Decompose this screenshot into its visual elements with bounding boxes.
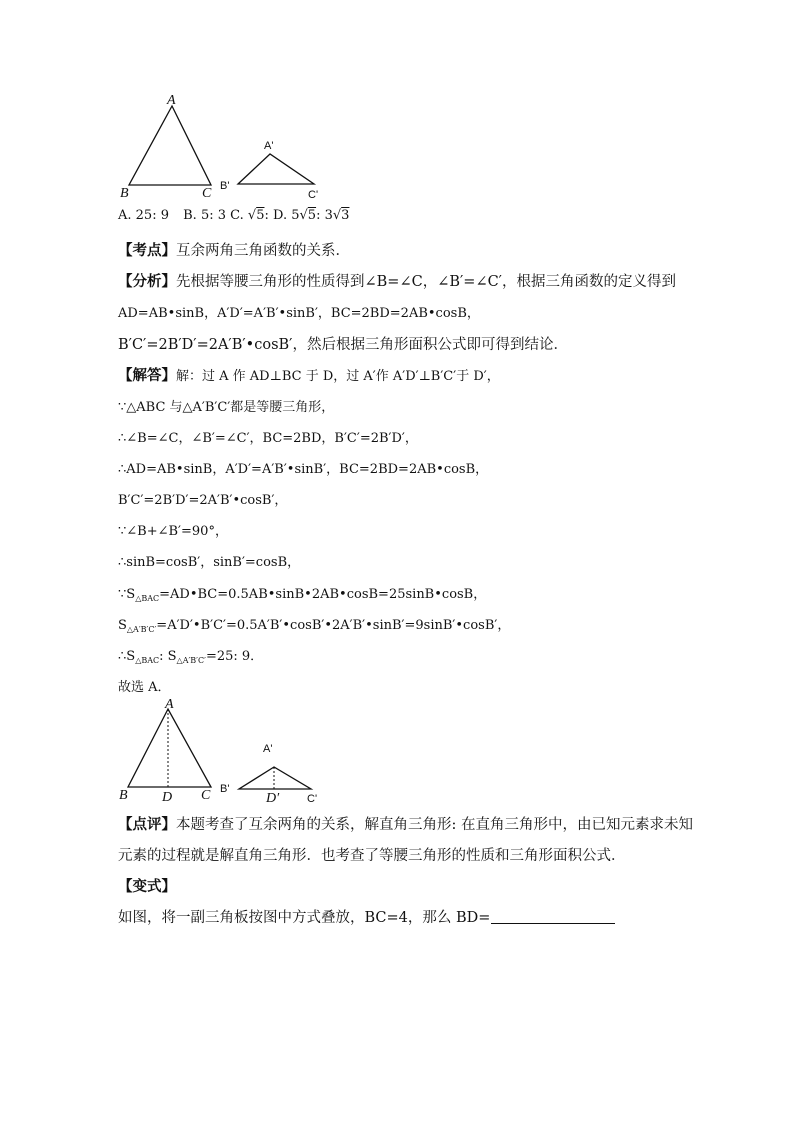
jieda-l9-post: =A′D′•B′C′=0.5A′B′•cosB′•2A′B′•sinB′=9sinB′•cosB′， <box>156 618 511 633</box>
question-text: 如图，将一副三角板按图中方式叠放，BC=4，那么 BD= <box>118 910 491 926</box>
jieda-line-1 <box>118 364 500 385</box>
label-b: B <box>119 788 128 803</box>
jieda-line-3: ∴∠B=∠C，∠B′=∠C′，BC=2BD，B′C′=2B′D′， <box>118 431 418 446</box>
jieda-l10-post: =25: 9． <box>205 649 264 664</box>
label-a: A <box>167 93 176 108</box>
label-a-prime: A' <box>264 140 274 152</box>
fenxi-tag: 【分析】 <box>118 273 176 290</box>
label-a-prime: A' <box>263 743 273 755</box>
fenxi-line-1 <box>118 270 676 291</box>
jieda-l8-pre: ∵S <box>118 587 136 602</box>
option-c-prefix: C. <box>230 208 244 223</box>
label-c-prime: C' <box>307 793 318 805</box>
label-d: D <box>162 790 173 805</box>
jieda-l10-pre: ∴S <box>118 649 136 664</box>
option-a: A. 25: 9 <box>118 208 169 223</box>
jieda-line-4: ∴AD=AB•sinB，A′D′=A′B′•sinB′，BC=2BD=2AB•cosB， <box>118 462 489 477</box>
option-c-radicand: 5 <box>256 208 265 223</box>
label-c: C <box>202 186 212 201</box>
kaodian-text: 互余两角三角函数的关系． <box>176 243 350 259</box>
jieda-tag: 【解答】 <box>118 367 176 384</box>
answer-options: A. 25: 9 B. 5: 3 C. √5: D. 5√5: 3√3 <box>118 208 350 223</box>
triangle-a2b2c2 <box>238 154 314 184</box>
figure-2-triangles <box>110 694 330 812</box>
figure-2-svg <box>110 694 330 812</box>
kaodian-line <box>118 239 350 260</box>
jieda-l9-sub: △A′B′C′ <box>126 625 157 634</box>
dianping-text-1: 本题考查了互余两角的关系，解直角三角形: 在直角三角形中，由已知元素求未知 <box>176 817 693 833</box>
label-c-prime: C' <box>308 189 319 201</box>
jieda-line-11: 故选 A． <box>118 680 171 695</box>
dianping-tag: 【点评】 <box>118 816 176 833</box>
triangle-abc-2 <box>128 709 211 787</box>
jieda-l8-post: =AD•BC=0.5AB•sinB•2AB•cosB=25sinB•cosB， <box>159 587 487 602</box>
question-line <box>118 906 615 927</box>
option-d-radicand-1: 5 <box>307 208 317 223</box>
jieda-line-7: ∴sinB=cosB′，sinB′=cosB， <box>118 555 301 570</box>
figure-1-svg <box>110 90 330 202</box>
bianshi-heading: 【变式】 <box>118 878 176 895</box>
jieda-line-9 <box>118 614 510 634</box>
kaodian-tag: 【考点】 <box>118 242 176 259</box>
option-b: B. 5: 3 <box>183 208 226 223</box>
jieda-line-2: ∵△ABC 与△A′B′C′都是等腰三角形， <box>118 400 335 415</box>
jieda-l10-sub1: △BAC <box>135 656 160 665</box>
jieda-l9-pre: S <box>118 618 127 633</box>
jieda-line-5: B′C′=2B′D′=2A′B′•cosB′， <box>118 493 288 508</box>
label-d-prime: D′ <box>266 791 280 806</box>
option-d-radicand-2: 3 <box>341 208 350 223</box>
jieda-line-6: ∵∠B+∠B′=90°， <box>118 524 228 539</box>
fenxi-line-3: B′C′=2B′D′=2A′B′•cosB′，然后根据三角形面积公式即可得到结论． <box>118 337 568 353</box>
fenxi-text-1: 先根据等腰三角形的性质得到∠B=∠C，∠B′=∠C′，根据三角函数的定义得到 <box>176 274 676 290</box>
jieda-l10-sub2: △A′B′C′ <box>176 656 206 665</box>
answer-blank <box>491 911 615 924</box>
dianping-line-1 <box>118 813 693 834</box>
label-b-prime: B' <box>220 180 230 192</box>
jieda-text-1: 解：过 A 作 AD⊥BC 于 D，过 A′作 A′D′⊥B′C′于 D′， <box>176 369 500 384</box>
triangle-abc <box>129 106 211 185</box>
label-b: B <box>120 186 129 201</box>
option-d-mid: : 3 <box>316 208 333 223</box>
dianping-line-2: 元素的过程就是解直角三角形．也考查了等腰三角形的性质和三角形面积公式． <box>118 848 626 864</box>
triangle-a2b2c2-2 <box>239 767 311 789</box>
jieda-l8-sub: △BAC <box>135 594 160 603</box>
figure-1-triangles <box>110 90 330 202</box>
jieda-line-10 <box>118 645 263 665</box>
jieda-line-8 <box>118 583 486 603</box>
label-c: C <box>201 788 211 803</box>
fenxi-line-2: AD=AB•sinB，A′D′=A′B′•sinB′，BC=2BD=2AB•cosB， <box>118 306 480 321</box>
jieda-l10-mid: : S <box>159 649 177 664</box>
option-c-suffix: : D. 5 <box>264 208 300 223</box>
label-b-prime: B' <box>220 783 230 795</box>
label-a: A <box>165 697 174 712</box>
